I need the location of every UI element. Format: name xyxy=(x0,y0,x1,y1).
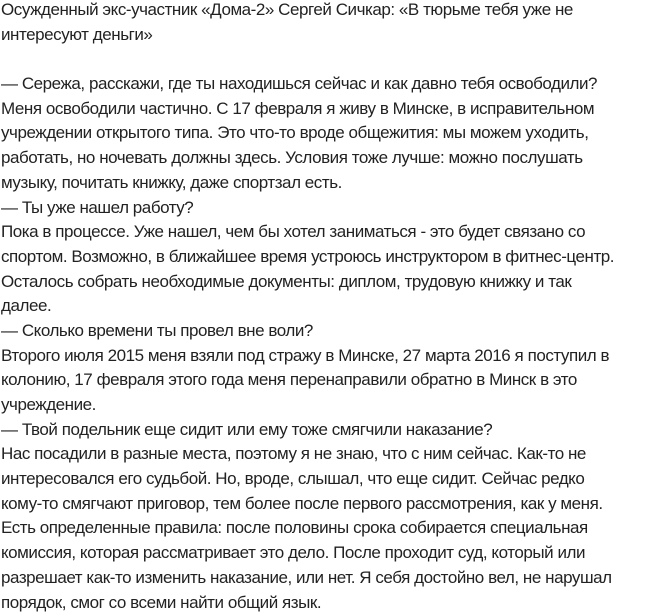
title-line: интересуют деньги» xyxy=(1,24,153,44)
answer-line: комиссия, которая рассматривает это дело. После проходит суд, который или xyxy=(1,543,586,563)
answer-line: Второго июля 2015 меня взяли под стражу в Минске, 27 марта 2016 я поступил в xyxy=(1,345,610,365)
answer-line: разрешает как-то изменить наказание, или нет. Я себя достойно вел, не нарушал xyxy=(1,567,612,587)
question-line: — Ты уже нашел работу? xyxy=(1,197,194,217)
article-body xyxy=(1,72,670,615)
answer-line: Есть определенные правила: после половины срока собирается специальная xyxy=(1,518,588,538)
answer-line: учреждении открытого типа. Это что-то вроде общежития: мы можем уходить, xyxy=(1,123,589,143)
article xyxy=(1,0,670,615)
question-line: — Сережа, расскажи, где ты находишься сейчас и как давно тебя освободили? xyxy=(1,74,598,94)
answer-line: Пока в процессе. Уже нашел, чем бы хотел заниматься - это будет связано со xyxy=(1,222,586,242)
answer-line: далее. xyxy=(1,296,52,316)
answer-line: спортом. Возможно, в ближайшее время устроюсь инструктором в фитнес-центр. xyxy=(1,246,615,266)
answer-line: музыку, почитать книжку, даже спортзал есть. xyxy=(1,172,342,192)
answer-line: Осталось собрать необходимые документы: диплом, трудовую книжку и так xyxy=(1,271,572,291)
title-line: Осужденный экс-участник «Дома-2» Сергей Сичкар: «В тюрьме тебя уже не xyxy=(1,0,573,19)
question-line: — Твой подельник еще сидит или ему тоже смягчили наказание? xyxy=(1,419,493,439)
answer-line: кому-то смягчают приговор, тем более после первого рассмотрения, как у меня. xyxy=(1,493,603,513)
answer-line: работать, но ночевать должны здесь. Условия тоже лучше: можно послушать xyxy=(1,148,583,168)
answer-line: порядок, смог со всеми найти общий язык. xyxy=(1,592,322,612)
question-line: — Сколько времени ты провел вне воли? xyxy=(1,320,313,340)
answer-line: Меня освободили частично. С 17 февраля я живу в Минске, в исправительном xyxy=(1,98,595,118)
answer-line: учреждение. xyxy=(1,395,96,414)
answer-line: Нас посадили в разные места, поэтому я не знаю, что с ним сейчас. Как-то не xyxy=(1,444,586,464)
answer-line: интересовался его судьбой. Но, вроде, слышал, что еще сидит. Сейчас редко xyxy=(1,469,585,489)
article-title xyxy=(1,0,670,47)
answer-line: колонию, 17 февраля этого года меня перенаправили обратно в Минск в это xyxy=(1,370,577,390)
spacer xyxy=(1,47,670,72)
